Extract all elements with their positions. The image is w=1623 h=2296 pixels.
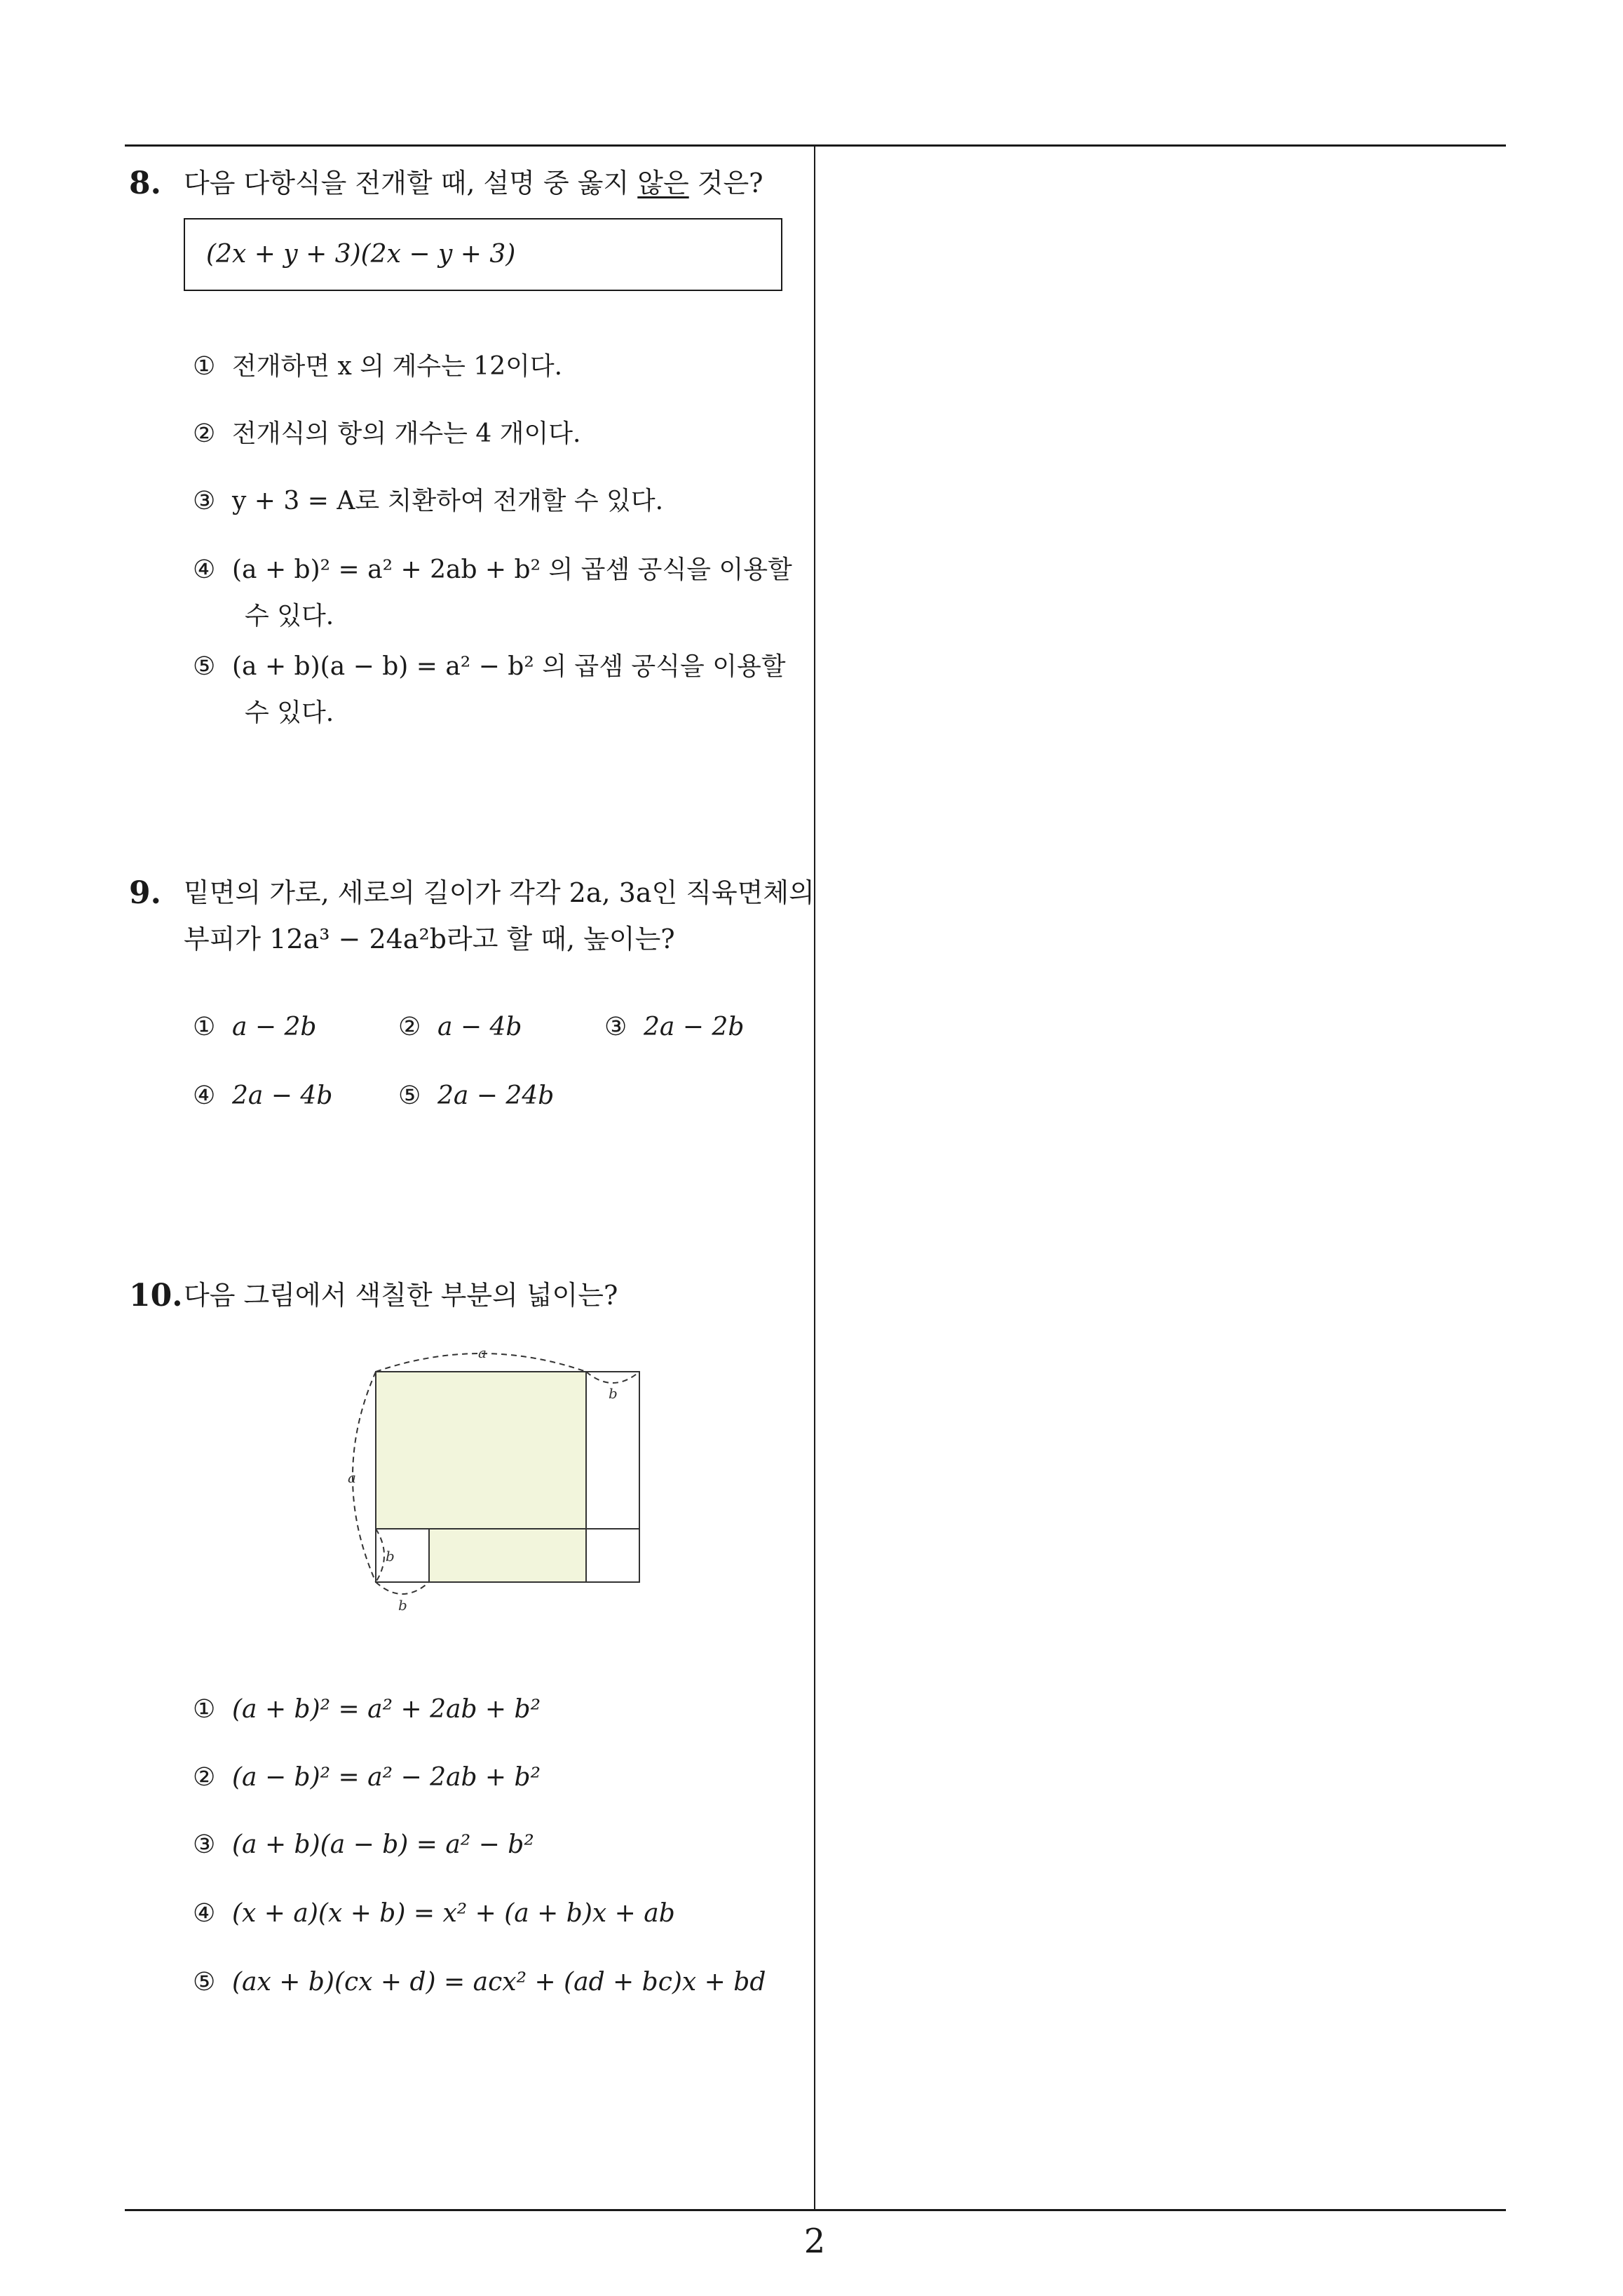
option-marker: ④ — [193, 1899, 216, 1928]
option-text: 2a − 4b — [232, 1081, 333, 1110]
option-marker: ⑤ — [398, 1081, 421, 1110]
option-marker: ③ — [193, 487, 216, 515]
option-marker: ⑤ — [193, 1968, 216, 1997]
option-text: 전개식의 항의 개수는 4 개이다. — [232, 419, 581, 448]
question-8-expression-box: (2x + y + 3)(2x − y + 3) — [184, 218, 782, 291]
q10-option-5[interactable] — [193, 1959, 766, 2006]
question-9-number: 9. — [129, 875, 161, 911]
option-marker: ② — [193, 1763, 216, 1792]
q8-option-1[interactable] — [193, 344, 562, 390]
question-10-prompt: 다음 그림에서 색칠한 부분의 넓이는? — [184, 1280, 618, 1311]
q9-option-4[interactable] — [193, 1073, 332, 1119]
label-left-a: a — [348, 1469, 356, 1486]
q8-option-3[interactable] — [193, 478, 663, 525]
prompt-text-end: 것은? — [688, 168, 763, 198]
q9-option-2[interactable] — [398, 1004, 522, 1051]
option-marker: ③ — [604, 1013, 627, 1041]
page-number: 2 — [803, 2222, 826, 2261]
option-text: a − 2b — [232, 1013, 317, 1041]
option-text: 전개하면 x 의 계수는 12이다. — [232, 352, 563, 381]
option-text: (a + b)² = a² + 2ab + b² — [232, 1695, 541, 1724]
option-marker: ① — [193, 1695, 216, 1724]
option-marker: ④ — [193, 1081, 216, 1110]
option-marker: ③ — [193, 1830, 216, 1859]
q8-option-5[interactable] — [193, 644, 786, 736]
question-8-number: 8. — [129, 166, 161, 201]
q9-option-1[interactable] — [193, 1004, 316, 1051]
q9-option-5[interactable] — [398, 1073, 554, 1119]
option-marker: ⑤ — [193, 652, 216, 681]
label-inner-b: b — [386, 1548, 395, 1565]
option-marker: ② — [193, 419, 216, 448]
option-text: y + 3 = A로 치환하여 전개할 수 있다. — [232, 487, 664, 515]
q8-option-4[interactable] — [193, 547, 792, 640]
option-text-continued: 수 있다. — [245, 698, 334, 727]
q8-option-2[interactable] — [193, 411, 580, 457]
square-area-figure — [344, 1339, 652, 1620]
option-marker: ④ — [193, 555, 216, 584]
option-text: a − 4b — [437, 1013, 522, 1041]
option-text: 2a − 24b — [437, 1081, 555, 1110]
option-marker: ① — [193, 1013, 216, 1041]
shaded-region-top — [376, 1372, 586, 1529]
option-text: (a + b)(a − b) = a² − b² — [232, 1830, 534, 1859]
prompt-text: 다음 다항식을 전개할 때, 설명 중 옳지 — [184, 168, 638, 198]
label-top-right-b: b — [609, 1385, 618, 1402]
option-text: (a − b)² = a² − 2ab + b² — [232, 1763, 541, 1792]
prompt-underlined: 않은 — [637, 168, 689, 198]
q9-option-3[interactable] — [604, 1004, 744, 1051]
shaded-region-bottom — [429, 1529, 586, 1582]
q10-option-1[interactable] — [193, 1687, 541, 1733]
option-marker: ② — [398, 1013, 421, 1041]
top-rule — [125, 144, 1506, 147]
question-9-prompt-line-2: 부피가 12a³ − 24a²b라고 할 때, 높이는? — [184, 924, 675, 954]
option-text: (a + b)² = a² + 2ab + b² 의 곱셈 공식을 이용할 — [232, 555, 792, 584]
q10-option-4[interactable] — [193, 1891, 675, 1937]
label-bottom-b: b — [398, 1597, 407, 1614]
label-top-a: a — [478, 1344, 487, 1361]
option-text: (x + a)(x + b) = x² + (a + b)x + ab — [232, 1899, 675, 1928]
option-text: 2a − 2b — [644, 1013, 745, 1041]
bottom-rule — [125, 2209, 1506, 2211]
column-divider — [814, 144, 815, 2211]
option-marker: ① — [193, 352, 216, 381]
question-10-number: 10. — [129, 1278, 183, 1314]
option-text-continued: 수 있다. — [245, 602, 334, 630]
q10-option-3[interactable] — [193, 1822, 534, 1868]
question-8-prompt — [184, 160, 763, 206]
option-text: (a + b)(a − b) = a² − b² 의 곱셈 공식을 이용할 — [232, 652, 786, 681]
question-9-prompt-line-1: 밑면의 가로, 세로의 길이가 각각 2a, 3a인 직육면체의 — [184, 877, 815, 908]
q10-option-2[interactable] — [193, 1755, 541, 1801]
option-text: (ax + b)(cx + d) = acx² + (ad + bc)x + bd — [232, 1968, 766, 1997]
